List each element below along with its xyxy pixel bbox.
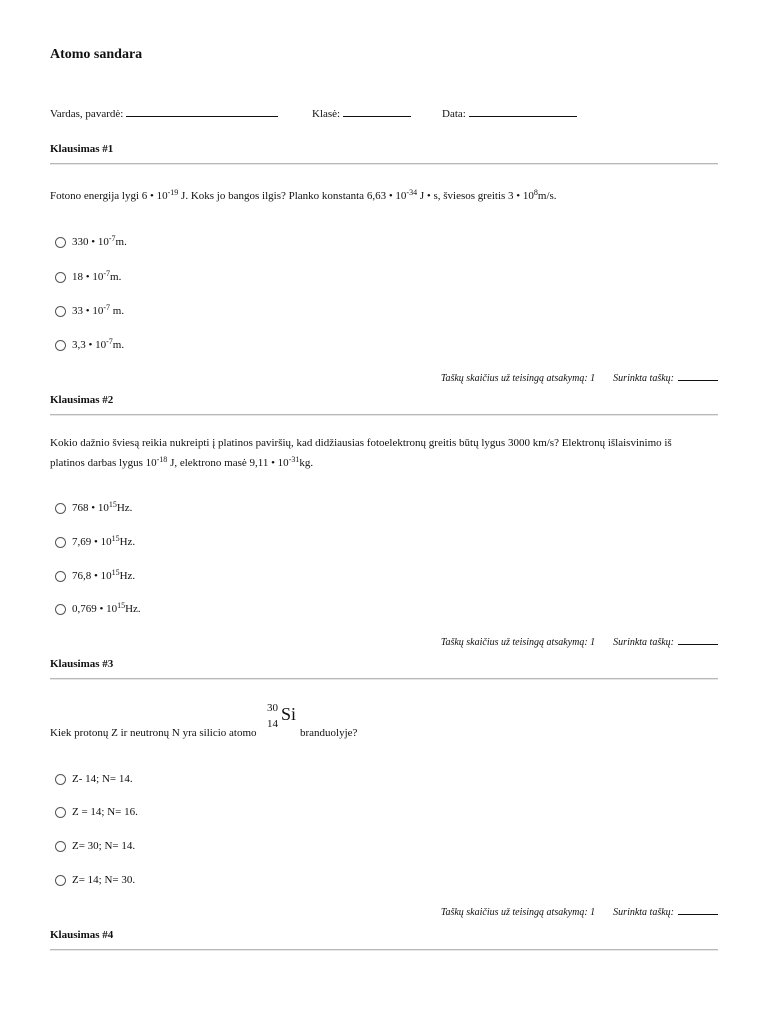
- option-label: Z- 14; N= 14.: [72, 773, 133, 785]
- option-label: 330 • $10^{-7}m$.: [72, 234, 127, 248]
- radio-button[interactable]: [55, 340, 66, 351]
- collected-field: Surinkta taškų:: [613, 905, 718, 918]
- option-label: 76,8 • $10^{15}Hz$.: [72, 568, 136, 582]
- question-2-option-3[interactable]: [55, 570, 135, 582]
- option-label: 7,69 • $10^{15}Hz$.: [72, 534, 136, 548]
- radio-button[interactable]: [55, 841, 66, 852]
- question-3-option-1[interactable]: [55, 773, 133, 785]
- option-label: 33 • $10^{-7}$ m.: [72, 303, 125, 317]
- collected-field: Surinkta taškų:: [613, 635, 718, 648]
- radio-button[interactable]: [55, 503, 66, 514]
- date-field[interactable]: [442, 105, 577, 120]
- radio-button[interactable]: [55, 571, 66, 582]
- date-blank[interactable]: [469, 105, 577, 117]
- class-label: Klasė:: [312, 108, 341, 120]
- question-1-option-1[interactable]: [55, 236, 127, 248]
- question-3-heading: Klausimas #3: [50, 658, 114, 670]
- question-1-heading: Klausimas #1: [50, 143, 114, 155]
- question-1-score-line: [441, 371, 718, 384]
- radio-button[interactable]: [55, 237, 66, 248]
- divider: [50, 163, 718, 165]
- question-1-option-3[interactable]: [55, 305, 124, 317]
- radio-button[interactable]: [55, 306, 66, 317]
- question-2-option-4[interactable]: [55, 603, 141, 615]
- question-3-option-3[interactable]: [55, 840, 135, 852]
- mass-number: 30: [267, 702, 278, 714]
- question-3-text-after: branduolyje?: [300, 727, 358, 739]
- question-2-option-1[interactable]: [55, 502, 132, 514]
- radio-button[interactable]: [55, 774, 66, 785]
- option-label: 0,769 • $10^{15}Hz$.: [72, 601, 141, 615]
- atomic-number: 14: [267, 718, 278, 730]
- option-label: 18 • $10^{-7}m$.: [72, 269, 122, 283]
- divider: [50, 414, 718, 416]
- option-label: 3,3 • $10^{-7}m$.: [72, 337, 125, 351]
- radio-button[interactable]: [55, 604, 66, 615]
- class-blank[interactable]: [343, 105, 411, 117]
- divider: [50, 949, 718, 951]
- name-blank[interactable]: [126, 105, 278, 117]
- name-label: Vardas, pavardė:: [50, 108, 124, 120]
- question-2-option-2[interactable]: [55, 536, 135, 548]
- question-1-option-4[interactable]: [55, 339, 124, 351]
- collected-field: Surinkta taškų:: [613, 371, 718, 384]
- question-2-line-1: Kokio dažnio šviesą reikia nukreipti į platinos paviršių, kad didžiausias fotoelektronų greitis būtų lygus 3000 km/s? Elektronų išlaisvinimo iš: [50, 437, 672, 449]
- collected-blank[interactable]: [678, 905, 718, 915]
- score-label: Taškų skaičius už teisingą atsakymą: 1: [440, 373, 596, 384]
- radio-button[interactable]: [55, 272, 66, 283]
- collected-blank[interactable]: [678, 371, 718, 381]
- score-label: Taškų skaičius už teisingą atsakymą: 1: [440, 637, 596, 648]
- question-3-text-before: Kiek protonų Z ir neutronų N yra silicio atomo: [50, 727, 257, 739]
- question-3-score-line: [441, 905, 718, 918]
- option-label: 768 • $10^{15}Hz$.: [72, 500, 133, 514]
- element-symbol: Si: [281, 704, 297, 724]
- name-field[interactable]: [50, 105, 278, 120]
- option-label: Z = 14; N= 16.: [72, 806, 138, 818]
- question-2-text: [50, 433, 718, 473]
- option-label: Z= 14; N= 30.: [72, 874, 136, 886]
- score-label: Taškų skaičius už teisingą atsakymą: 1: [440, 907, 596, 918]
- question-3-option-2[interactable]: [55, 806, 138, 818]
- collected-blank[interactable]: [678, 635, 718, 645]
- page-title: Atomo sandara: [50, 47, 143, 62]
- question-3-option-4[interactable]: [55, 874, 135, 886]
- question-2-heading: Klausimas #2: [50, 394, 114, 406]
- radio-button[interactable]: [55, 875, 66, 886]
- divider: [50, 678, 718, 680]
- date-label: Data:: [442, 108, 466, 120]
- question-4-heading: Klausimas #4: [50, 929, 114, 941]
- question-1-text: Fotono energija lygi 6 • $10^{-19}$ J. Koks jo bangos ilgis? Planko konstanta 6,63 • $10^{-34}$ J • s, šviesos greitis 3 • $10^8m/s$.: [50, 188, 557, 202]
- question-2-line-2: platinos darbas lygus $10^{-18}$ J, elektrono masė 9,11 • $10^{-31}kg$.: [50, 455, 314, 469]
- radio-button[interactable]: [55, 807, 66, 818]
- radio-button[interactable]: [55, 537, 66, 548]
- question-1-option-2[interactable]: [55, 271, 121, 283]
- option-label: Z= 30; N= 14.: [72, 840, 136, 852]
- class-field[interactable]: [312, 105, 411, 120]
- question-2-score-line: [441, 635, 718, 648]
